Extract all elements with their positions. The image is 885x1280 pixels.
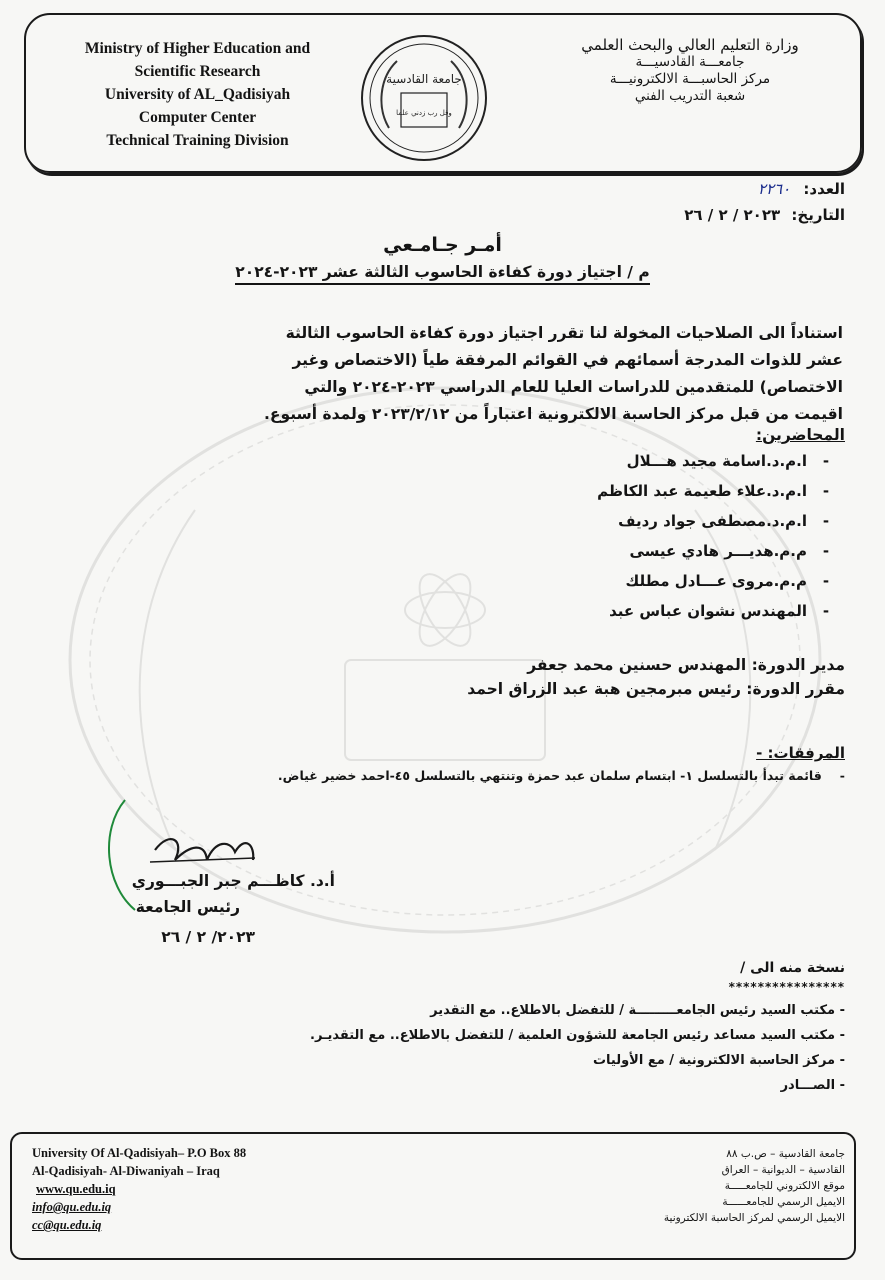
footer-arabic: [585, 1146, 845, 1226]
list-item: - م.م.مروى عـــادل مطلك: [625, 572, 830, 590]
signature-date: ٢٠٢٣/ ٢ / ٢٦: [161, 928, 255, 946]
lecturer-name: ا.م.د.علاء طعيمة عبد الكاظم: [597, 482, 807, 500]
list-item: - المهندس نشوان عباس عبد: [609, 602, 830, 620]
university-seal-logo: [359, 33, 489, 163]
lecturer-name: ا.م.د.اسامة مجيد هـــلال: [626, 452, 807, 470]
lecturers-list: [445, 446, 845, 626]
header-english: [55, 37, 340, 152]
copy-item: - مكتب السيد رئيس الجامعـــــــــة / للتفضل بالاطلاع.. مع التقدير: [430, 1003, 845, 1018]
lecturers-label: المحاضرين:: [755, 426, 845, 444]
header-ar-line: جامعـــة القادسيـــة: [635, 54, 745, 70]
signatory-name: أ.د. كاظـــم جبر الجبـــوري: [131, 872, 335, 890]
number-value: ٢٢٦٠: [757, 180, 791, 198]
header-en-line: Technical Training Division: [106, 132, 289, 149]
date-value: ٢٠٢٣ / ٢ / ٢٦: [684, 206, 781, 224]
copy-item: - الصـــادر: [780, 1078, 845, 1093]
lecturer-name: المهندس نشوان عباس عبد: [609, 602, 807, 620]
order-title: أمـر جـامـعي: [383, 234, 502, 256]
footer-ar-line: الايميل الرسمي للجامعــــــة: [722, 1196, 845, 1208]
footer-english: [32, 1144, 332, 1234]
copies-list: [245, 998, 845, 1098]
reference-date: [545, 206, 845, 224]
attachment-item: قائمة تبدأ بالتسلسل ١- ابتسام سلمان عبد حمزة وتنتهي بالتسلسل ٤٥-احمد خضير غياض.: [277, 768, 822, 783]
lecturer-name: م.م.مروى عـــادل مطلك: [625, 572, 807, 590]
attachments-list: [245, 768, 845, 783]
footer-ar-line: القادسية – الديوانية – العراق: [721, 1164, 845, 1176]
copies-label: نسخة منه الى /: [740, 960, 845, 976]
header-en-line: Ministry of Higher Education and: [84, 40, 311, 57]
footer-en-line: University Of Al-Qadisiyah– P.O Box 88: [32, 1146, 247, 1160]
footer-ar-line: الايميل الرسمي لمركز الحاسبة الالكترونية: [663, 1212, 845, 1224]
attachment-dash: -: [839, 768, 845, 783]
footer-ar-line: موقع الالكتروني للجامعـــــة: [724, 1180, 845, 1192]
header-ar-line: وزارة التعليم العالي والبحث العلمي: [581, 36, 799, 54]
signatory-title: رئيس الجامعة: [135, 898, 240, 916]
copy-item: - مكتب السيد مساعد رئيس الجامعة للشؤون العلمية / للتفضل بالاطلاع.. مع التقديـر.: [310, 1028, 845, 1043]
header-en-line: Scientific Research: [134, 63, 261, 80]
email-link-cc[interactable]: cc@qu.edu.iq: [32, 1218, 102, 1232]
reference-number: [545, 180, 845, 198]
header-ar-line: شعبة التدريب الفني: [634, 88, 746, 104]
seal-text: جامعة القادسية: [386, 72, 462, 86]
body-paragraph: استناداً الى الصلاحيات المخولة لنا تقرر اجتياز دورة كفاءة الحاسوب الثالثة عشر للذوات المدرجة أسمائهم في القوائم المرفقة طياً (الاختصاص وغير الاختصاص) للمتقدمين للدراسات العليا للعام الدراسي ٢٠٢٣-٢٠٢٤ والتي اقيمت من قبل مركز الحاسبة الالكترونية اعتباراً من ٢٠٢٣/٢/١٢ ولمدة أسبوع.: [264, 324, 843, 423]
header-arabic: [540, 37, 840, 105]
website-link[interactable]: www.qu.edu.iq: [36, 1182, 116, 1196]
list-item: - م.م.هديـــر هادي عيسى: [629, 542, 830, 560]
lecturer-name: ا.م.د.مصطفى جواد رديف: [618, 512, 807, 530]
date-label: التاريخ:: [791, 206, 845, 224]
seal-motto: وقل رب زدني علما: [396, 109, 452, 117]
number-label: العدد:: [803, 180, 845, 198]
footer-ar-line: جامعة القادسية – ص.ب ٨٨: [726, 1148, 845, 1160]
course-rapporteur: مقرر الدورة: رئيس مبرمجين هبة عبد الزراق احمد: [467, 680, 845, 698]
attachments-label: المرفقات: -: [756, 744, 845, 762]
header-en-line: University of AL_Qadisiyah: [104, 86, 291, 103]
course-manager: مدير الدورة: المهندس حسنين محمد جعفر: [527, 656, 845, 674]
copies-stars: ****************: [728, 980, 845, 994]
header-ar-line: مركز الحاسبـــة الالكترونيـــة: [609, 71, 771, 87]
email-link-info[interactable]: info@qu.edu.iq: [32, 1200, 112, 1214]
header-en-line: Computer Center: [138, 109, 257, 126]
footer-en-line: Al-Qadisiyah- Al-Diwaniyah – Iraq: [32, 1164, 220, 1178]
list-item: - ا.م.د.علاء طعيمة عبد الكاظم: [597, 482, 830, 500]
lecturer-name: م.م.هديـــر هادي عيسى: [629, 542, 807, 560]
copy-item: - مركز الحاسبة الالكترونية / مع الأوليات: [592, 1053, 845, 1068]
order-subject: م / اجتياز دورة كفاءة الحاسوب الثالثة عشر ٢٠٢٣-٢٠٢٤: [235, 263, 649, 285]
order-subject-wrap: [0, 262, 885, 281]
list-item: - ا.م.د.اسامة مجيد هـــلال: [626, 452, 830, 470]
list-item: - ا.م.د.مصطفى جواد رديف: [618, 512, 830, 530]
